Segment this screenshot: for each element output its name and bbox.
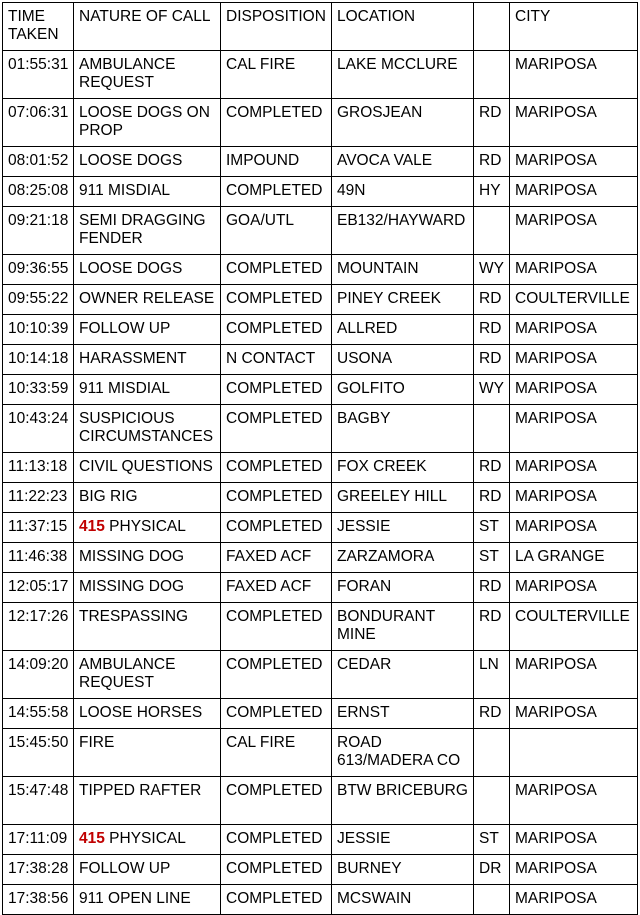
nature-text: AMBULANCE REQUEST [79, 656, 180, 691]
cell-location: USONA [332, 345, 474, 375]
cell-suffix [474, 777, 510, 825]
cell-city: MARIPOSA [510, 99, 638, 147]
cell-disposition: COMPLETED [221, 453, 332, 483]
cell-suffix: RD [474, 483, 510, 513]
call-rows [3, 51, 638, 915]
cell-suffix: ST [474, 543, 510, 573]
call-code: 415 [79, 518, 105, 535]
cell-disposition: COMPLETED [221, 855, 332, 885]
cell-time: 09:21:18 [3, 207, 74, 255]
cell-location: CEDAR [332, 651, 474, 699]
nature-text: AMBULANCE REQUEST [79, 56, 180, 91]
nature-text: HARASSMENT [79, 350, 187, 367]
table-row [3, 603, 638, 651]
table-row [3, 885, 638, 915]
cell-city: MARIPOSA [510, 147, 638, 177]
cell-disposition: FAXED ACF [221, 573, 332, 603]
cell-location: JESSIE [332, 825, 474, 855]
nature-text: 911 OPEN LINE [79, 890, 191, 907]
table-row [3, 777, 638, 825]
cell-city: MARIPOSA [510, 345, 638, 375]
nature-text: TRESPASSING [79, 608, 189, 625]
cell-location: EB132/HAYWARD [332, 207, 474, 255]
table-row [3, 255, 638, 285]
cell-disposition: COMPLETED [221, 483, 332, 513]
cell-nature [74, 699, 221, 729]
cell-location: ALLRED [332, 315, 474, 345]
table-row [3, 651, 638, 699]
cell-disposition: COMPLETED [221, 285, 332, 315]
cell-nature [74, 729, 221, 777]
nature-text: MISSING DOG [79, 578, 185, 595]
nature-text: OWNER RELEASE [79, 290, 215, 307]
cell-disposition: N CONTACT [221, 345, 332, 375]
cell-location: ZARZAMORA [332, 543, 474, 573]
cell-disposition: FAXED ACF [221, 543, 332, 573]
cell-city: MARIPOSA [510, 777, 638, 825]
cell-city: COULTERVILLE [510, 603, 638, 651]
cell-suffix: RD [474, 315, 510, 345]
cell-location: LAKE MCCLURE [332, 51, 474, 99]
table-row [3, 51, 638, 99]
cell-nature [74, 255, 221, 285]
table-row [3, 375, 638, 405]
cell-disposition: COMPLETED [221, 603, 332, 651]
cell-location: FORAN [332, 573, 474, 603]
nature-text: LOOSE DOGS [79, 152, 183, 169]
cell-suffix: RD [474, 699, 510, 729]
cell-disposition: COMPLETED [221, 825, 332, 855]
cell-city: MARIPOSA [510, 375, 638, 405]
cell-city: MARIPOSA [510, 207, 638, 255]
cell-nature [74, 453, 221, 483]
cell-suffix: RD [474, 603, 510, 651]
nature-text: FOLLOW UP [79, 860, 171, 877]
cell-suffix: LN [474, 651, 510, 699]
cell-time: 08:25:08 [3, 177, 74, 207]
cell-suffix [474, 51, 510, 99]
cell-city: MARIPOSA [510, 573, 638, 603]
table-row [3, 177, 638, 207]
table-row [3, 543, 638, 573]
nature-text: BIG RIG [79, 488, 138, 505]
cell-time: 11:37:15 [3, 513, 74, 543]
cell-disposition: COMPLETED [221, 99, 332, 147]
cell-city [510, 729, 638, 777]
cell-time: 08:01:52 [3, 147, 74, 177]
cell-time: 12:17:26 [3, 603, 74, 651]
cell-disposition: COMPLETED [221, 255, 332, 285]
cell-disposition: COMPLETED [221, 513, 332, 543]
cell-location: PINEY CREEK [332, 285, 474, 315]
cell-suffix [474, 729, 510, 777]
cell-time: 10:43:24 [3, 405, 74, 453]
cell-nature [74, 573, 221, 603]
cell-disposition: COMPLETED [221, 885, 332, 915]
cell-city: MARIPOSA [510, 315, 638, 345]
cell-city: MARIPOSA [510, 699, 638, 729]
nature-text: 911 MISDIAL [79, 182, 171, 199]
cell-disposition: COMPLETED [221, 405, 332, 453]
nature-text: LOOSE DOGS [79, 260, 183, 277]
header-suffix [474, 3, 510, 51]
cell-nature [74, 651, 221, 699]
cell-location: BTW BRICEBURG [332, 777, 474, 825]
nature-text: 911 MISDIAL [79, 380, 171, 397]
header-row [3, 3, 638, 51]
cell-location: GROSJEAN [332, 99, 474, 147]
cell-nature [74, 147, 221, 177]
nature-text: FOLLOW UP [79, 320, 171, 337]
cell-city: MARIPOSA [510, 255, 638, 285]
cell-nature [74, 855, 221, 885]
cell-location: ROAD 613/MADERA CO [332, 729, 474, 777]
cell-disposition: COMPLETED [221, 177, 332, 207]
cell-suffix: RD [474, 453, 510, 483]
cell-city: MARIPOSA [510, 405, 638, 453]
header-nature: NATURE OF CALL [74, 3, 221, 51]
cell-location: BAGBY [332, 405, 474, 453]
cell-disposition: GOA/UTL [221, 207, 332, 255]
cell-time: 01:55:31 [3, 51, 74, 99]
cell-time: 07:06:31 [3, 99, 74, 147]
cell-city: MARIPOSA [510, 855, 638, 885]
table-row [3, 573, 638, 603]
cell-disposition: COMPLETED [221, 699, 332, 729]
nature-text: TIPPED RAFTER [79, 782, 202, 799]
cell-disposition: COMPLETED [221, 777, 332, 825]
cell-suffix [474, 885, 510, 915]
table-row [3, 513, 638, 543]
cell-location: BURNEY [332, 855, 474, 885]
cell-nature [74, 345, 221, 375]
cell-location: MOUNTAIN [332, 255, 474, 285]
cell-nature [74, 513, 221, 543]
cell-location: JESSIE [332, 513, 474, 543]
cell-disposition: COMPLETED [221, 651, 332, 699]
cell-time: 17:38:56 [3, 885, 74, 915]
cell-location: FOX CREEK [332, 453, 474, 483]
cell-nature [74, 285, 221, 315]
cell-city: MARIPOSA [510, 453, 638, 483]
cell-nature [74, 315, 221, 345]
cell-disposition: IMPOUND [221, 147, 332, 177]
header-disposition: DISPOSITION [221, 3, 332, 51]
cell-time: 11:46:38 [3, 543, 74, 573]
cell-city: MARIPOSA [510, 825, 638, 855]
cell-suffix [474, 405, 510, 453]
cell-time: 14:55:58 [3, 699, 74, 729]
cell-time: 14:09:20 [3, 651, 74, 699]
cell-time: 12:05:17 [3, 573, 74, 603]
table-row [3, 99, 638, 147]
cell-time: 09:55:22 [3, 285, 74, 315]
cell-nature [74, 603, 221, 651]
table-row [3, 483, 638, 513]
cell-nature [74, 543, 221, 573]
cell-location: BONDURANT MINE [332, 603, 474, 651]
cell-nature [74, 885, 221, 915]
cell-time: 17:38:28 [3, 855, 74, 885]
cell-suffix: RD [474, 147, 510, 177]
cell-suffix: RD [474, 573, 510, 603]
cell-suffix: ST [474, 513, 510, 543]
nature-text: SUSPICIOUS CIRCUMSTANCES [79, 410, 214, 445]
cell-location: 49N [332, 177, 474, 207]
cell-time: 09:36:55 [3, 255, 74, 285]
header-location: LOCATION [332, 3, 474, 51]
cell-nature [74, 177, 221, 207]
header-time: TIME TAKEN [3, 3, 74, 51]
table-row [3, 315, 638, 345]
cell-suffix: RD [474, 99, 510, 147]
nature-text: PHYSICAL [104, 518, 186, 535]
cell-city: MARIPOSA [510, 51, 638, 99]
cell-time: 15:47:48 [3, 777, 74, 825]
cell-suffix: RD [474, 345, 510, 375]
cell-city: MARIPOSA [510, 651, 638, 699]
cell-nature [74, 483, 221, 513]
cell-disposition: CAL FIRE [221, 729, 332, 777]
cell-location: GOLFITO [332, 375, 474, 405]
cell-suffix: HY [474, 177, 510, 207]
cell-city: MARIPOSA [510, 177, 638, 207]
cell-city: MARIPOSA [510, 513, 638, 543]
cell-time: 11:22:23 [3, 483, 74, 513]
cell-nature [74, 207, 221, 255]
cell-disposition: COMPLETED [221, 375, 332, 405]
cell-location: MCSWAIN [332, 885, 474, 915]
nature-text: LOOSE DOGS ON PROP [79, 104, 215, 139]
cell-suffix: DR [474, 855, 510, 885]
cell-city: MARIPOSA [510, 885, 638, 915]
cell-suffix: WY [474, 255, 510, 285]
cell-disposition: COMPLETED [221, 315, 332, 345]
cell-nature [74, 51, 221, 99]
cell-nature [74, 99, 221, 147]
cell-nature [74, 405, 221, 453]
cell-city: MARIPOSA [510, 483, 638, 513]
cell-time: 15:45:50 [3, 729, 74, 777]
cell-suffix: ST [474, 825, 510, 855]
nature-text: FIRE [79, 734, 115, 751]
table-row [3, 345, 638, 375]
cell-suffix: WY [474, 375, 510, 405]
nature-text: SEMI DRAGGING FENDER [79, 212, 210, 247]
table-row [3, 825, 638, 855]
cell-city: LA GRANGE [510, 543, 638, 573]
nature-text: MISSING DOG [79, 548, 185, 565]
cell-time: 11:13:18 [3, 453, 74, 483]
table-row [3, 285, 638, 315]
cell-time: 17:11:09 [3, 825, 74, 855]
cell-disposition: CAL FIRE [221, 51, 332, 99]
table-row [3, 207, 638, 255]
cell-nature [74, 375, 221, 405]
nature-text: CIVIL QUESTIONS [79, 458, 213, 475]
cell-city: COULTERVILLE [510, 285, 638, 315]
header-city: CITY [510, 3, 638, 51]
cell-location: ERNST [332, 699, 474, 729]
cell-nature [74, 777, 221, 825]
cell-nature [74, 825, 221, 855]
cell-time: 10:33:59 [3, 375, 74, 405]
table-row [3, 405, 638, 453]
nature-text: LOOSE HORSES [79, 704, 203, 721]
table-row [3, 453, 638, 483]
table-row [3, 729, 638, 777]
nature-text: PHYSICAL [104, 830, 186, 847]
table-row [3, 147, 638, 177]
table-row [3, 855, 638, 885]
call-code: 415 [79, 830, 105, 847]
cell-suffix [474, 207, 510, 255]
cell-suffix: RD [474, 285, 510, 315]
cell-time: 10:14:18 [3, 345, 74, 375]
table-row [3, 699, 638, 729]
call-log-table [2, 2, 638, 915]
cell-time: 10:10:39 [3, 315, 74, 345]
cell-location: AVOCA VALE [332, 147, 474, 177]
cell-location: GREELEY HILL [332, 483, 474, 513]
